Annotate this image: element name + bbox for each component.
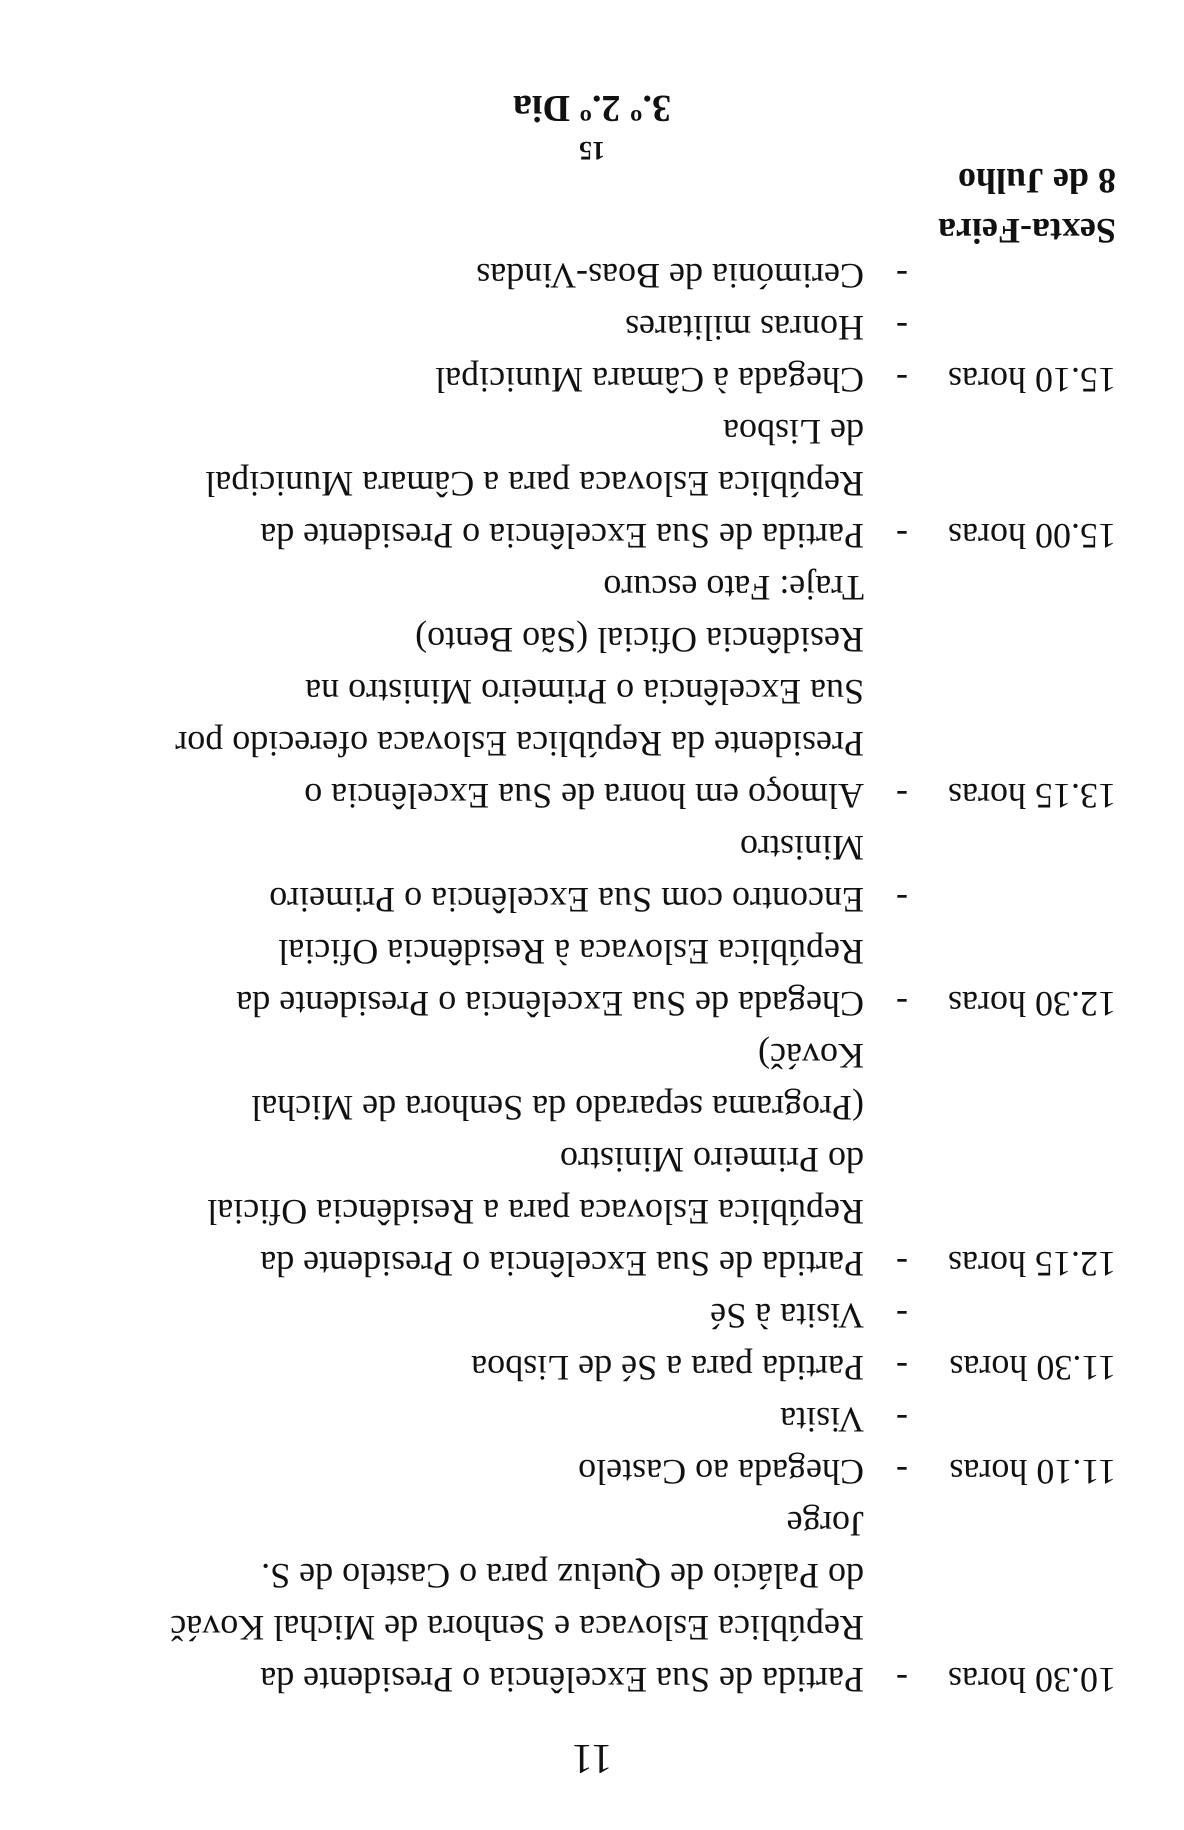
schedule-time: 11.10 horas: [949, 1452, 1116, 1492]
schedule-dash: -: [896, 1296, 908, 1336]
schedule-dash: -: [896, 776, 908, 816]
schedule-line: [36, 1550, 1116, 1602]
schedule-line: [36, 1238, 1116, 1290]
schedule-line: [36, 1498, 1116, 1550]
schedule-text: Chegada ao Castelo: [578, 1452, 864, 1492]
schedule-text: Honras militares: [625, 308, 864, 348]
stray-mark: 15: [579, 136, 605, 165]
schedule-line: [36, 1654, 1116, 1706]
schedule-text: Cerimónia de Boas-Vindas: [476, 256, 864, 296]
schedule-text: de Lisboa: [723, 412, 864, 452]
schedule-time: 13.15 horas: [948, 776, 1116, 816]
schedule-text: Partida para a Sé de Lisboa: [471, 1348, 864, 1388]
schedule-text: Partida de Sua Excelência o Presidente da: [260, 1660, 864, 1700]
schedule-line: [36, 1290, 1116, 1342]
schedule-text: Chegada à Câmara Municipal: [435, 360, 864, 400]
schedule-dash: -: [896, 308, 908, 348]
schedule-text: (Programa separado da Senhora de Michal: [251, 1088, 864, 1128]
schedule-dash: -: [896, 256, 908, 296]
schedule-dash: -: [896, 1400, 908, 1440]
schedule-text: Presidente da República Eslovaca oferecido por: [175, 724, 864, 764]
schedule-dash: -: [896, 1244, 908, 1284]
schedule-text: do Palácio de Queluz para o Castelo de S.: [261, 1556, 864, 1596]
schedule-time: 12.30 horas: [948, 984, 1116, 1024]
schedule-line: [36, 1186, 1116, 1238]
schedule-text: Visita à Sé: [710, 1296, 864, 1336]
schedule-dash: -: [896, 1348, 908, 1388]
schedule-line: [36, 250, 1116, 302]
page-number: 11: [571, 1735, 613, 1781]
schedule-line: [36, 874, 1116, 926]
schedule-time: 11.30 horas: [949, 1348, 1116, 1388]
schedule-text: do Primeiro Ministro: [560, 1140, 864, 1180]
schedule-dash: -: [896, 1452, 908, 1492]
schedule-line: [36, 1134, 1116, 1186]
schedule-dash: -: [896, 360, 908, 400]
schedule-text: República Eslovaca para a Residência Oficial: [207, 1192, 864, 1232]
schedule-text: Kováč): [758, 1036, 864, 1076]
schedule-line: [36, 1394, 1116, 1446]
schedule-line: [36, 406, 1116, 458]
schedule-text: Encontro com Sua Excelência o Primeiro: [269, 880, 864, 920]
day-heading: 3.º 2.º Dia: [512, 87, 672, 129]
schedule-line: [36, 1446, 1116, 1498]
schedule-text: Sua Excelência o Primeiro Ministro na: [305, 672, 864, 712]
schedule-text: Ministro: [739, 828, 864, 868]
schedule-line: [36, 1030, 1116, 1082]
schedule-text: Partida de Sua Excelência o Presidente da: [260, 516, 864, 556]
schedule-line: [36, 770, 1116, 822]
schedule-time: 15.10 horas: [948, 360, 1116, 400]
schedule-line: [36, 1082, 1116, 1134]
schedule-time: 15.00 horas: [948, 516, 1116, 556]
schedule-line: [36, 302, 1116, 354]
date-heading: 8 de Julho: [957, 161, 1116, 201]
schedule-line: [36, 978, 1116, 1030]
schedule-text: Residência Oficial (São Bento): [415, 620, 864, 660]
schedule-line: [36, 666, 1116, 718]
schedule-line: [36, 562, 1116, 614]
schedule-text: Visita: [780, 1400, 864, 1440]
schedule-dash: -: [896, 880, 908, 920]
schedule-line: [36, 510, 1116, 562]
schedule-line: [36, 822, 1116, 874]
schedule-text: Almoço em honra de Sua Excelência o: [304, 776, 864, 816]
schedule-line: [36, 718, 1116, 770]
schedule-dash: -: [896, 1660, 908, 1700]
schedule-time: 10.30 horas: [948, 1660, 1116, 1700]
schedule-text: República Eslovaca para a Câmara Municipal: [205, 464, 864, 504]
schedule-text: República Eslovaca à Residência Oficial: [278, 932, 864, 972]
schedule-dash: -: [896, 516, 908, 556]
schedule-text: Partida de Sua Excelência o Presidente da: [260, 1244, 864, 1284]
schedule-line: [36, 926, 1116, 978]
schedule-text: República Eslovaca e Senhora de Michal Kováč: [170, 1608, 864, 1648]
schedule-dash: -: [896, 984, 908, 1024]
schedule-text: Chegada de Sua Excelência o Presidente da: [236, 984, 864, 1024]
schedule-text: Traje: Fato escuro: [603, 568, 864, 608]
schedule-line: [36, 614, 1116, 666]
schedule-text: Jorge: [786, 1504, 864, 1544]
schedule-line: [36, 1342, 1116, 1394]
schedule-line: [36, 458, 1116, 510]
schedule-line: [36, 354, 1116, 406]
schedule-time: 12.15 horas: [948, 1244, 1116, 1284]
schedule-line: [36, 1602, 1116, 1654]
weekday-heading: Sexta-Feira: [938, 211, 1116, 251]
